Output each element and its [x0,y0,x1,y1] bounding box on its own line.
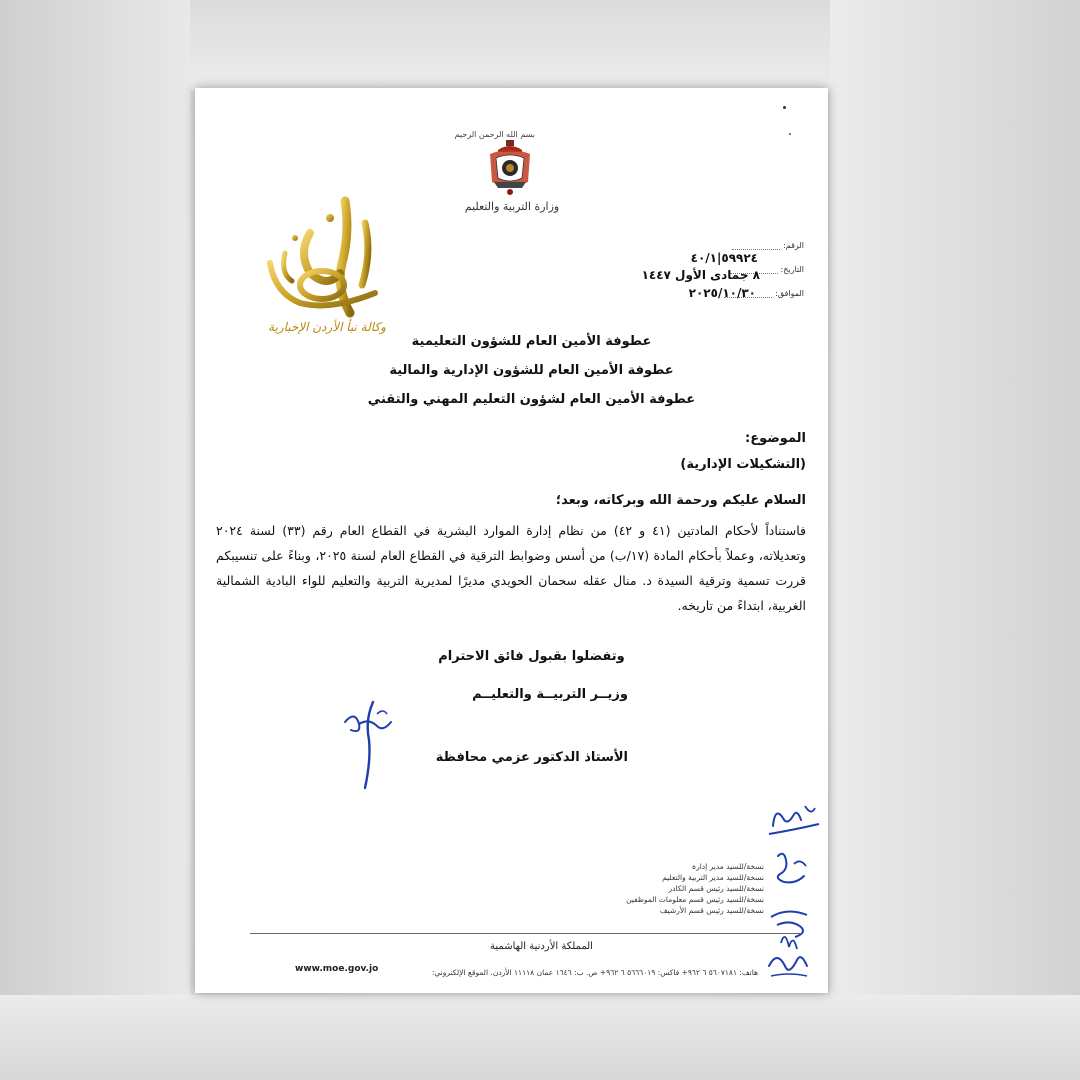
copies-list [626,861,764,916]
handwritten-annotation-icon [765,796,825,846]
footer-website[interactable]: www.moe.gov.jo [295,964,379,974]
copy-line: نسخة/للسيد مدير التربية والتعليم [662,873,764,882]
reference-number-label: الرقم: [732,241,804,250]
subject-label: الموضوع: [745,431,806,446]
handwritten-signature-icon [325,700,405,790]
gregorian-date: ٢٠٢٥/١٠/٣٠ [688,286,756,300]
background-left [0,0,190,1080]
speck [789,133,791,135]
background-right [830,0,1080,1080]
copy-line: نسخة/للسيد مدير إدارة [692,862,764,871]
speck [783,106,786,109]
date-label: التاريخ: [730,265,804,274]
footer-divider [250,933,802,934]
recipient-1: عطوفة الأمين العام للشؤون التعليمية [411,334,652,349]
recipient-2: عطوفة الأمين العام للشؤون الإدارية والمالية [389,363,674,378]
ministry-heading: وزارة التربية والتعليم [464,200,560,213]
footer-contact: هاتف: ٥٦٠٧١٨١ ٦ ٩٦٢+ فاكس: ٥٦٦٦٠١٩ ٦ ٩٦٢+ ص. ب: ١٦٤٦ عمان ١١١١٨ الأردن. الموقع الإلكتروني: [431,968,758,977]
coat-of-arms-icon [484,140,536,196]
subject-text: (التشكيلات الإدارية) [680,457,806,472]
hijri-date: ٨ جمادى الأول ١٤٤٧ [641,268,760,282]
footer-kingdom: المملكة الأردنية الهاشمية [490,941,593,952]
signatory-name: الأستاذ الدكتور عزمي محافظة [435,750,628,765]
basmala: بسم الله الرحمن الرحيم [454,130,535,139]
signatory-title: وزيــر التربيــة والتعليــم [472,687,628,702]
logo-caption: وكالة نبأ الأردن الإخبارية [268,320,386,334]
reference-number: ٥٩٩٢٤|٤٠/١ [690,251,758,265]
handwritten-annotation-icon [770,846,815,891]
corresponding-date-label: الموافق: [724,289,804,298]
copy-line: نسخة/للسيد رئيس قسم الكادر [668,884,764,893]
copy-line: نسخة/للسيد رئيس قسم معلومات الموظفين [626,895,764,904]
copy-line: نسخة/للسيد رئيس قسم الأرشيف [659,906,764,915]
closing-line: وتفضلوا بقبول فائق الاحترام [438,649,625,664]
official-letter [195,88,828,993]
body-paragraph: فاستناداً لأحكام المادتين (٤١ و ٤٢) من نظام إدارة الموارد البشرية في القطاع العام رقم (٣٣) لسنة ٢٠٢٤ وتعديلاته، وعملاً بأحكام المادة (١٧/ب) من أسس وضوابط الترقية في القطاع العام لسنة ٢٠٢٥، وبناءً على تنسيبكم قررت تسمية وترقية السيدة د. منال عقله سحمان الحويدي مديرًا لمديرية التربية والتعليم للواء البادية الشمالية الغربية، ابتداءً من تاريخه. [216,523,806,613]
recipient-3: عطوفة الأمين العام لشؤون التعليم المهني والتقني [367,392,696,407]
background-bottom [0,995,1080,1080]
greeting: السلام عليكم ورحمة الله وبركاته، وبعد؛ [555,493,806,508]
